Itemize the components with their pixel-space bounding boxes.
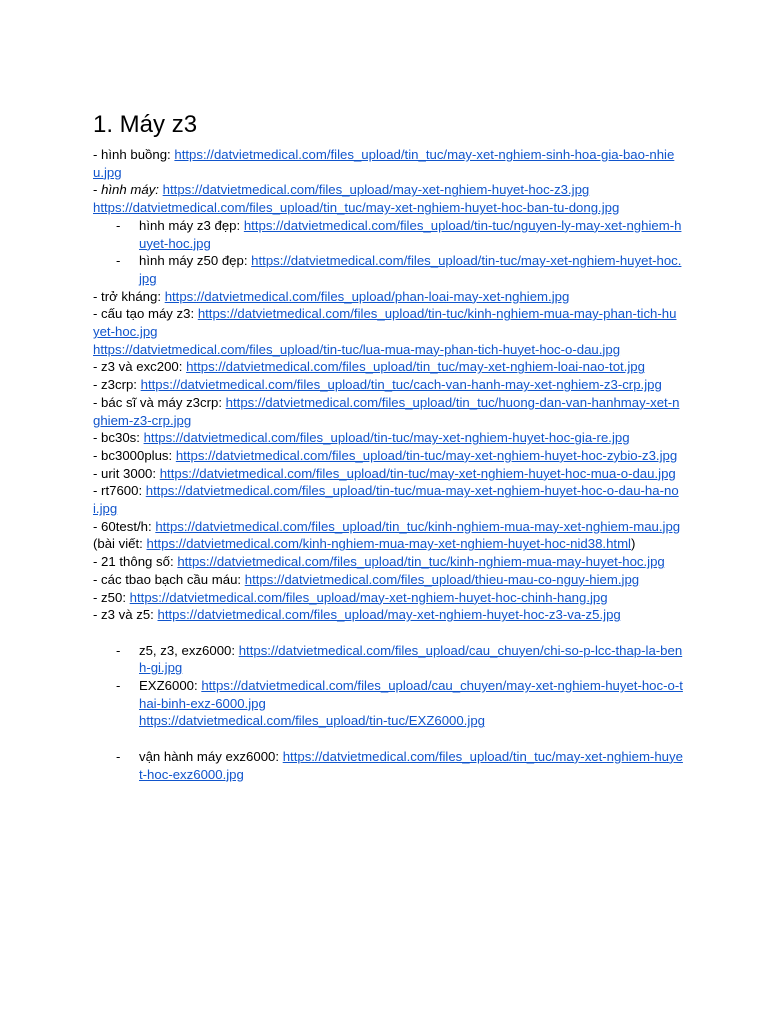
image-link[interactable]: https://datvietmedical.com/files_upload/phan-loai-may-xet-nghiem.jpg xyxy=(164,288,570,304)
image-link[interactable]: https://datvietmedical.com/files_upload/tin-tuc/EXZ6000.jpg xyxy=(139,713,485,729)
line-label: EXZ6000: xyxy=(139,678,202,694)
text-line xyxy=(93,571,683,589)
bullet-dash: - xyxy=(116,678,121,694)
bullet-item xyxy=(93,642,683,677)
image-link[interactable]: https://datvietmedical.com/files_upload/thieu-mau-co-nguy-hiem.jpg xyxy=(244,571,640,587)
bullet-dash: - xyxy=(116,748,121,764)
text-line xyxy=(93,465,683,483)
text-line xyxy=(93,535,683,553)
line-label: - cấu tạo máy z3: xyxy=(93,306,198,322)
image-link[interactable]: https://datvietmedical.com/files_upload/tin-tuc/may-xet-nghiem-huyet-hoc-mua-o-dau.jpg xyxy=(159,465,676,481)
text-line xyxy=(93,146,683,181)
text-line xyxy=(93,199,683,217)
image-link[interactable]: https://datvietmedical.com/files_upload/cau_chuyen/may-xet-nghiem-huyet-hoc-o-thai-binh-exz-6000.jpg xyxy=(139,678,683,711)
image-link[interactable]: https://datvietmedical.com/files_upload/tin-tuc/may-xet-nghiem-huyet-hoc-gia-re.jpg xyxy=(143,430,630,446)
image-link[interactable]: https://datvietmedical.com/files_upload/tin-tuc/may-xet-nghiem-huyet-hoc.jpg xyxy=(139,253,682,286)
text-line xyxy=(93,606,683,624)
line-label: (bài viết: xyxy=(93,536,147,552)
text-line xyxy=(93,518,683,536)
image-link[interactable]: https://datvietmedical.com/files_upload/tin_tuc/may-xet-nghiem-huyet-hoc-exz6000.jpg xyxy=(139,748,683,782)
image-link[interactable]: https://datvietmedical.com/files_upload/tin-tuc/may-xet-nghiem-huyet-hoc-zybio-z3.jpg xyxy=(175,447,678,463)
section-heading: 1. Máy z3 xyxy=(93,111,198,138)
bullet-dash: - xyxy=(116,642,121,658)
image-link[interactable]: https://datvietmedical.com/files_upload/tin-tuc/lua-mua-may-phan-tich-huyet-hoc-o-dau.jpg xyxy=(93,341,621,357)
image-link[interactable]: https://datvietmedical.com/files_upload/tin-tuc/kinh-nghiem-mua-may-phan-tich-huyet-hoc.jpg xyxy=(93,306,677,340)
text-line xyxy=(93,482,683,517)
bullet-dash: - xyxy=(116,253,121,269)
line-label: hình máy z3 đẹp: xyxy=(139,217,244,233)
line-label: - các tbao bạch cầu máu: xyxy=(93,571,245,587)
text-line xyxy=(93,553,683,571)
line-label: - urit 3000: xyxy=(93,465,160,481)
image-link[interactable]: https://datvietmedical.com/files_upload/tin_tuc/may-xet-nghiem-huyet-hoc-ban-tu-dong.jpg xyxy=(93,200,620,216)
bullet-item xyxy=(93,217,683,252)
line-label: - bc3000plus: xyxy=(93,447,176,463)
image-link[interactable]: https://datvietmedical.com/files_upload/tin-tuc/mua-may-xet-nghiem-huyet-hoc-o-dau-ha-noi.jpg xyxy=(93,483,679,517)
image-link[interactable]: https://datvietmedical.com/files_upload/tin_tuc/may-xet-nghiem-sinh-hoa-gia-bao-nhieu.jpg xyxy=(93,147,675,180)
text-line xyxy=(93,447,683,465)
line-label: z5, z3, exz6000: xyxy=(139,642,239,658)
text-line xyxy=(93,358,683,376)
line-label: - bác sĩ và máy z3crp: xyxy=(93,394,226,410)
line-label: - z3 và z5: xyxy=(93,607,158,623)
text-line xyxy=(93,181,683,199)
line-label: - hình buồng: xyxy=(93,147,175,162)
bullet-item xyxy=(93,252,683,287)
line-label: - bc30s: xyxy=(93,430,144,446)
text-line xyxy=(93,305,683,340)
blank-line xyxy=(93,730,683,748)
line-label: - rt7600: xyxy=(93,483,146,499)
image-link[interactable]: https://datvietmedical.com/kinh-nghiem-mua-may-xet-nghiem-huyet-hoc-nid38.html xyxy=(146,536,631,552)
line-label: - z3 và exc200: xyxy=(93,359,187,375)
text-line xyxy=(93,341,683,359)
line-label: - 21 thông số: xyxy=(93,554,178,570)
line-label: - trở kháng: xyxy=(93,288,165,304)
line-label: vận hành máy exz6000: xyxy=(139,748,283,764)
bullet-item xyxy=(93,677,683,730)
line-label: hình máy z50 đẹp: xyxy=(139,253,252,269)
image-link[interactable]: https://datvietmedical.com/files_upload/tin_tuc/cach-van-hanh-may-xet-nghiem-z3-crp.jpg xyxy=(140,377,662,393)
document-body xyxy=(93,146,683,783)
text-line xyxy=(93,288,683,306)
line-label: - z50: xyxy=(93,589,130,605)
bullet-dash: - xyxy=(116,217,121,233)
text-line xyxy=(93,589,683,607)
image-link[interactable]: https://datvietmedical.com/files_upload/may-xet-nghiem-huyet-hoc-z3-va-z5.jpg xyxy=(157,607,621,623)
line-label-italic: hình máy: xyxy=(101,182,159,198)
image-link[interactable]: https://datvietmedical.com/files_upload/cau_chuyen/chi-so-p-lcc-thap-la-benh-gi.jpg xyxy=(139,642,683,676)
text-line xyxy=(93,376,683,394)
image-link[interactable]: https://datvietmedical.com/files_upload/tin_tuc/kinh-nghiem-mua-may-huyet-hoc.jpg xyxy=(177,554,665,570)
image-link[interactable]: https://datvietmedical.com/files_upload/may-xet-nghiem-huyet-hoc-chinh-hang.jpg xyxy=(129,589,608,605)
image-link[interactable]: https://datvietmedical.com/files_upload/tin_tuc/may-xet-nghiem-loai-nao-tot.jpg xyxy=(186,359,645,375)
text-line xyxy=(93,394,683,429)
line-label: - 60test/h: xyxy=(93,518,156,534)
bullet-item xyxy=(93,748,683,783)
image-link[interactable]: https://datvietmedical.com/files_upload/tin_tuc/kinh-nghiem-mua-may-xet-nghiem-mau.jpg xyxy=(155,518,681,534)
image-link[interactable]: https://datvietmedical.com/files_upload/tin_tuc/huong-dan-van-hanhmay-xet-nghiem-z3-crp.jpg xyxy=(93,394,680,428)
line-suffix: ) xyxy=(631,536,636,552)
line-label: - xyxy=(93,182,102,198)
blank-line xyxy=(93,624,683,642)
line-label: - z3crp: xyxy=(93,377,141,393)
image-link[interactable]: https://datvietmedical.com/files_upload/may-xet-nghiem-huyet-hoc-z3.jpg xyxy=(162,182,590,198)
image-link[interactable]: https://datvietmedical.com/files_upload/tin-tuc/nguyen-ly-may-xet-nghiem-huyet-hoc.jpg xyxy=(139,217,682,251)
text-line xyxy=(93,429,683,447)
